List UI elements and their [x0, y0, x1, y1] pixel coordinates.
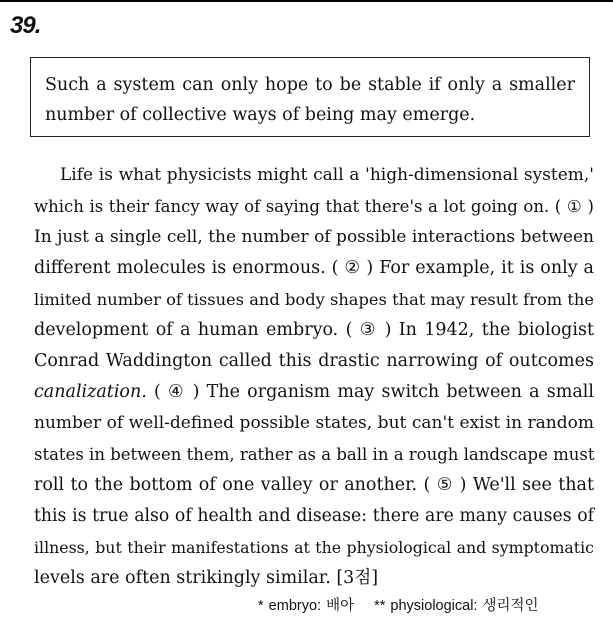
footnote-physiological: ** physiological: 생리적인 [374, 598, 539, 614]
passage-line: this is true also of health and disease: there are many causes of [34, 506, 594, 526]
passage-line: number of well-defined possible states, but can't exist in random [34, 413, 594, 433]
passage-line-rest: ( ④ ) The organism may switch between a small [146, 382, 594, 402]
given-sentence-line-1: Such a system can only hope to be stable if only a smaller [45, 75, 575, 95]
footnote-embryo: * embryo: 배아 [258, 598, 355, 614]
passage [34, 160, 594, 594]
italic-term: canalization. [34, 382, 147, 402]
passage-line: Life is what physicists might call a 'high-dimensional system,' [60, 165, 594, 185]
top-rule [0, 0, 613, 2]
passage-line: Conrad Waddington called this drastic narrowing of outcomes [34, 351, 594, 371]
passage-line: limited number of tissues and body shapes that may result from the [34, 290, 594, 309]
footnotes [258, 594, 539, 615]
passage-line: levels are often strikingly similar. [3점] [34, 568, 379, 588]
passage-line: different molecules is enormous. ( ② ) For example, it is only a [34, 258, 594, 278]
passage-line: illness, but their manifestations at the physiological and symptomatic [34, 538, 594, 557]
passage-line: In just a single cell, the number of possible interactions between [34, 227, 594, 247]
passage-line: states in between them, rather as a ball in a rough landscape must [34, 445, 595, 464]
given-sentence-line-2: number of collective ways of being may emerge. [45, 105, 476, 125]
passage-line: roll to the bottom of one valley or another. ( ⑤ ) We'll see that [34, 475, 594, 495]
passage-line-canalization [34, 377, 594, 408]
passage-line: which is their fancy way of saying that there's a lot going on. ( ① ) [34, 197, 594, 216]
passage-line: development of a human embryo. ( ③ ) In 1942, the biologist [34, 320, 594, 340]
question-number: 39. [10, 12, 41, 39]
given-sentence-box [30, 57, 590, 137]
